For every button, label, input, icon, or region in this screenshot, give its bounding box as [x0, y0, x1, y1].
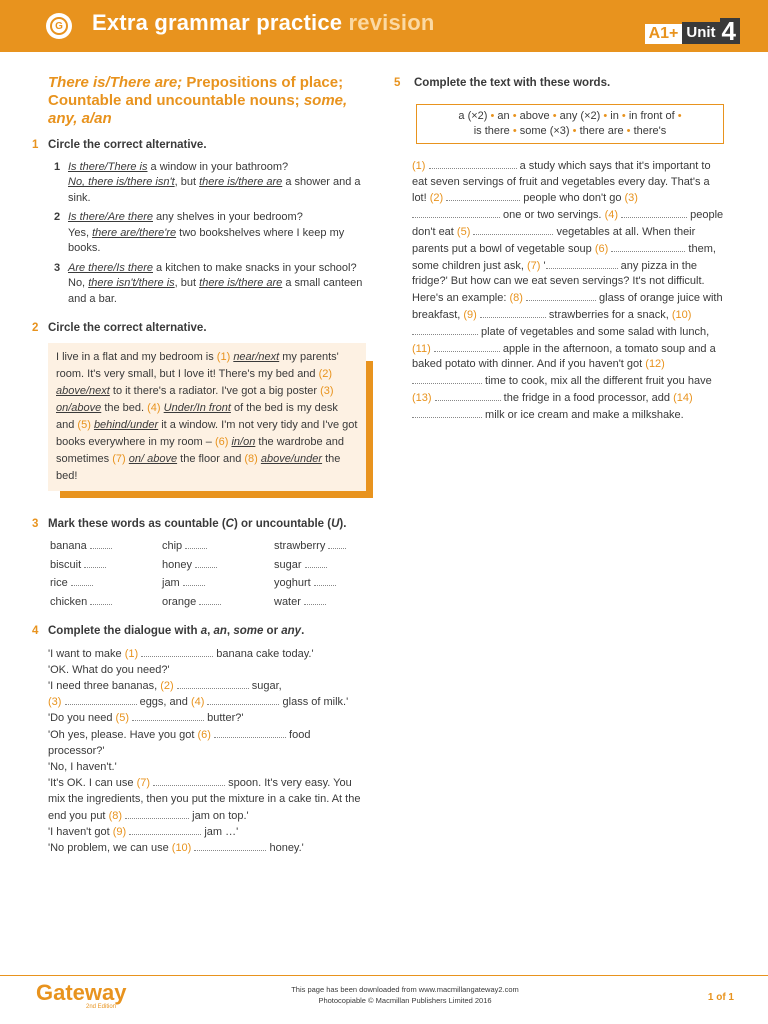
answer-blank[interactable] — [90, 538, 112, 549]
answer-blank[interactable] — [185, 538, 207, 549]
gateway-brand-logo: Gateway — [36, 980, 127, 1005]
answer-blank[interactable] — [199, 594, 221, 605]
answer-blank[interactable] — [177, 678, 249, 689]
dialogue-text: eggs, and — [136, 696, 191, 709]
download-note: This page has been downloaded from www.macmillangateway2.com — [291, 985, 519, 994]
passage-text: vegetables at all. When their parents put a bowl of vegetable soup — [412, 225, 696, 255]
word-box-item: some (×3) — [519, 124, 570, 137]
word-cell — [274, 538, 374, 555]
alternative-option[interactable]: Is there/There is — [68, 160, 148, 173]
passage-text: a study which says that it's important to eat seven servings of fruit and vegetables every day. That's a lot! — [412, 159, 711, 205]
exercise-1-heading — [32, 138, 368, 154]
passage-text: of the bed is my desk and — [56, 401, 338, 431]
word-cell — [162, 575, 274, 592]
gap-number: (3) — [624, 192, 638, 205]
exercise-title: U — [331, 517, 340, 530]
passage-text: people who don't go — [520, 192, 625, 205]
exercise-title: a — [200, 625, 208, 637]
gap-number: (10) — [671, 308, 692, 321]
exercise-title: C — [225, 517, 234, 530]
answer-blank[interactable] — [129, 824, 201, 835]
alternative-option[interactable]: Under/In front — [163, 401, 231, 414]
exercise-title: or — [263, 625, 282, 637]
gap-number: (7) — [526, 259, 541, 272]
bullet-icon: • — [490, 109, 495, 122]
dialogue-text: glass of milk.' — [279, 696, 349, 709]
copyright-note: Photocopiable © Macmillan Publishers Limited 2016 — [318, 996, 492, 1005]
alternative-option[interactable]: there is/there are — [199, 277, 283, 289]
ex2-text-box — [48, 343, 366, 491]
unit-label: Unit — [682, 22, 719, 44]
dialogue-line — [48, 694, 368, 710]
answer-blank[interactable] — [65, 694, 137, 705]
passage-text: the floor and — [177, 452, 245, 465]
dialogue — [48, 646, 368, 857]
dialogue-line — [48, 727, 368, 759]
dialogue-line — [48, 678, 368, 694]
exercise-title: Complete the text with these words. — [414, 77, 611, 89]
exercise-title: Circle the correct alternative. — [48, 139, 207, 151]
alternative-option[interactable]: near/next — [233, 350, 280, 363]
bullet-icon: • — [512, 109, 517, 122]
dialogue-text: food processor?' — [48, 728, 311, 757]
word-box-item: in front of — [628, 109, 675, 122]
alternative-option[interactable]: on/above — [56, 401, 102, 414]
alternative-option[interactable]: in/on — [231, 435, 256, 448]
answer-blank[interactable] — [328, 538, 346, 549]
answer-blank[interactable] — [435, 390, 501, 401]
edition-label: 2nd Edition — [86, 1004, 117, 1010]
gap-number: (13) — [412, 391, 432, 404]
dialogue-line — [48, 840, 368, 856]
exercise-title: , — [207, 625, 214, 637]
item-number: 3 — [54, 261, 61, 274]
exercise-3-heading — [32, 517, 368, 533]
gap-number: (9) — [112, 825, 127, 838]
page-number: 1 of 1 — [707, 992, 734, 1003]
item-text: a window in your bathroom? — [147, 160, 289, 173]
gap-number: (5) — [77, 418, 91, 431]
gap-number: (10) — [171, 841, 192, 854]
bullet-icon: • — [572, 124, 577, 137]
answer-blank[interactable] — [412, 207, 500, 218]
footer-credits — [240, 984, 570, 1006]
box-shadow-right — [366, 361, 373, 498]
answer-blank[interactable] — [621, 207, 687, 218]
item-text: Yes, — [68, 226, 93, 239]
answer-blank[interactable] — [141, 646, 213, 657]
passage-text: any pizza in the fridge?' But how can we eat seven servings? It's not difficult. Here's an example: — [412, 259, 705, 305]
answer-blank[interactable] — [305, 557, 327, 568]
dialogue-line — [48, 710, 368, 726]
passage-text: the bed! — [56, 452, 341, 482]
dialogue-text: sugar, — [248, 679, 282, 692]
passage-text: time to cook, mix all the different fruit you have — [482, 375, 712, 388]
answer-blank[interactable] — [195, 557, 217, 568]
section-title-part3: some, any, a/an — [48, 92, 348, 127]
word-cell — [162, 594, 274, 611]
word-box-item: any (×2) — [559, 109, 601, 122]
item-text: a shower and a sink. — [68, 176, 361, 204]
exercise-number: 2 — [32, 322, 39, 334]
alternative-option[interactable]: there is/there are — [199, 176, 283, 188]
exercise-title: Mark these words as countable ( — [48, 517, 226, 530]
answer-blank[interactable] — [183, 575, 205, 586]
gap-number: (2) — [429, 192, 444, 205]
item-number: 1 — [54, 160, 61, 173]
word-cell — [50, 538, 162, 555]
gap-number: (1) — [216, 350, 231, 363]
word-cell — [50, 575, 162, 592]
bullet-icon: • — [603, 109, 608, 122]
word-box-item: in — [610, 109, 619, 122]
answer-blank[interactable] — [446, 190, 520, 201]
passage-text: them, some children just ask, — [412, 242, 716, 272]
exercise-4-heading — [32, 624, 368, 640]
answer-blank[interactable] — [412, 407, 482, 418]
gap-number: (2) — [318, 367, 333, 380]
answer-blank[interactable] — [434, 341, 500, 352]
alternative-option[interactable]: above/under — [260, 452, 323, 465]
dialogue-line — [48, 775, 368, 824]
exercise-title: Complete the dialogue with — [48, 625, 201, 637]
passage-text: strawberries for a snack, — [545, 308, 672, 321]
title-accent: revision — [348, 10, 435, 35]
answer-blank[interactable] — [304, 594, 326, 605]
gateway-logo-icon — [46, 13, 72, 39]
word-box-item: a (×2) — [458, 109, 488, 122]
word: banana — [50, 540, 87, 552]
dialogue-text: banana cake today.' — [213, 647, 314, 660]
header-banner — [0, 0, 768, 52]
ex1-item — [48, 160, 368, 207]
dialogue-text: 'It's OK. I can use — [48, 777, 137, 790]
dialogue-text: jam on top.' — [189, 809, 249, 822]
gap-number: (4) — [190, 696, 205, 709]
dialogue-text: 'OK. What do you need?' — [48, 663, 170, 676]
alternative-option[interactable]: above/next — [56, 384, 110, 397]
unit-number: 4 — [720, 18, 740, 44]
passage-text: my parents' room. It's very small, but I love it! There's my bed and — [56, 350, 339, 380]
exercise-title: ). — [339, 517, 347, 530]
word-box — [416, 104, 724, 144]
exercise-title: an — [213, 625, 227, 637]
gap-number: (7) — [136, 777, 151, 790]
gap-number: (8) — [108, 809, 123, 822]
right-column — [394, 76, 724, 424]
ex5-passage — [412, 158, 724, 424]
dialogue-text: 'Oh yes, please. Have you got — [48, 728, 198, 741]
section-title-part2: Prepositions of place; Countable and uncountable nouns; — [48, 74, 344, 109]
answer-blank[interactable] — [314, 575, 336, 586]
answer-blank[interactable] — [412, 324, 478, 335]
alternative-option[interactable]: Are there/Is there — [68, 261, 153, 274]
word: sugar — [274, 558, 302, 571]
ex1-item — [48, 210, 368, 257]
passage-text: ' — [543, 259, 546, 272]
gap-number: (6) — [197, 728, 211, 741]
passage-text: I live in a flat and my bedroom is — [56, 350, 217, 363]
gap-number: (6) — [214, 435, 229, 448]
gap-number: (3) — [48, 696, 62, 709]
word-cell — [162, 557, 274, 574]
word: strawberry — [274, 540, 326, 552]
alternative-option[interactable]: Is there/Are there — [68, 211, 153, 223]
passage-text: the wardrobe and sometimes — [56, 435, 344, 465]
word-cell — [274, 594, 374, 611]
exercise-number: 1 — [32, 139, 39, 151]
answer-blank[interactable] — [84, 557, 106, 568]
gap-number: (1) — [412, 159, 426, 172]
exercise-number: 3 — [32, 517, 39, 530]
word-box-item: is there — [473, 124, 510, 137]
dialogue-text: 'No, I haven't.' — [48, 760, 117, 773]
gap-number: (1) — [124, 647, 139, 660]
dialogue-line — [48, 646, 368, 662]
alternative-option[interactable]: there are/there're — [92, 226, 177, 239]
exercise-title: , — [226, 625, 234, 637]
word-box-item: an — [497, 109, 510, 122]
section-title-part1: There is/There are; — [48, 74, 183, 91]
word-cell — [162, 538, 274, 555]
item-text: , but — [174, 176, 200, 188]
gap-number: (4) — [604, 209, 619, 222]
answer-blank[interactable] — [480, 307, 546, 318]
footer-divider — [0, 975, 768, 976]
dialogue-text: spoon. It's very easy. You mix the ingredients, then you put the mixture in a cake tin. At the end you put — [48, 777, 361, 822]
passage-text: glass of orange juice with breakfast, — [412, 292, 723, 321]
logo-letter: G — [50, 17, 68, 35]
gap-number: (6) — [594, 242, 609, 255]
word: jam — [162, 577, 180, 589]
answer-blank[interactable] — [132, 710, 204, 721]
countable-word-grid — [50, 538, 368, 610]
answer-blank[interactable] — [153, 775, 225, 786]
section-title — [48, 74, 368, 128]
gap-number: (12) — [645, 358, 665, 371]
passage-text: it a window. I'm not very tidy and I've got books everywhere in my room – — [56, 418, 358, 448]
answer-blank[interactable] — [526, 290, 596, 301]
answer-blank[interactable] — [207, 694, 279, 705]
exercise-2-heading — [32, 321, 368, 337]
word-box-item: there's — [633, 124, 667, 137]
word: rice — [50, 577, 68, 589]
dialogue-text: 'Do you need — [48, 712, 116, 725]
word-box-item: above — [519, 109, 550, 122]
word: yoghurt — [274, 577, 311, 589]
box-shadow-bottom — [60, 491, 373, 498]
passage-text: to it there's a radiator. I've got a big poster — [109, 384, 321, 397]
answer-blank[interactable] — [71, 575, 93, 586]
answer-blank[interactable] — [125, 808, 189, 819]
dialogue-text: butter?' — [204, 712, 244, 725]
passage-text: plate of vegetables and some salad with lunch, — [478, 325, 710, 338]
unit-badge — [645, 18, 740, 44]
gap-number: (5) — [456, 225, 471, 238]
passage-text: one or two servings. — [500, 209, 605, 222]
gap-number: (4) — [147, 401, 161, 414]
word: water — [274, 595, 301, 608]
passage-text: people don't eat — [412, 209, 724, 238]
dialogue-line — [48, 824, 368, 840]
word: chip — [162, 540, 183, 552]
answer-blank[interactable] — [429, 158, 517, 169]
bullet-icon: • — [621, 109, 626, 122]
dialogue-text: honey.' — [266, 841, 304, 854]
gap-number: (5) — [115, 712, 129, 725]
word: orange — [162, 595, 197, 608]
exercise-title: . — [301, 625, 305, 637]
item-text: any shelves in your bedroom? — [153, 211, 303, 223]
gap-number: (3) — [320, 384, 334, 397]
dialogue-text: 'I want to make — [48, 647, 125, 660]
exercise-title: Circle the correct alternative. — [48, 322, 207, 334]
dialogue-text: 'No problem, we can use — [48, 841, 172, 854]
item-number: 2 — [54, 211, 61, 223]
exercise-number: 4 — [32, 625, 39, 637]
gap-number: (11) — [412, 342, 431, 355]
answer-blank[interactable] — [546, 258, 618, 269]
exercise-title: any — [281, 625, 302, 637]
alternative-option[interactable]: on/ above — [128, 452, 178, 465]
exercise-title: ) or uncountable ( — [233, 517, 332, 530]
word-cell — [274, 557, 374, 574]
item-text: a kitchen to make snacks in your school? — [153, 261, 357, 274]
word-cell — [50, 594, 162, 611]
passage-text: apple in the afternoon, a tomato soup and a baked potato with dinner. And if you haven't got — [412, 342, 716, 371]
answer-blank[interactable] — [611, 241, 685, 252]
passage-text: milk or ice cream and make a milkshake. — [482, 408, 684, 421]
page-title — [92, 10, 435, 36]
level-label: A1+ — [645, 24, 683, 44]
passage-text: the fridge in a food processor, add — [500, 391, 674, 404]
bullet-icon: • — [677, 109, 682, 122]
bullet-icon: • — [552, 109, 557, 122]
word-cell — [50, 557, 162, 574]
answer-blank[interactable] — [473, 224, 553, 235]
exercise-title: some — [233, 625, 264, 637]
gap-number: (2) — [160, 679, 174, 692]
gap-number: (9) — [463, 308, 477, 321]
word: chicken — [50, 595, 88, 608]
gap-number: (7) — [112, 452, 126, 465]
answer-blank[interactable] — [90, 594, 112, 605]
ex1-item — [48, 261, 368, 308]
exercise-5-heading — [394, 76, 724, 92]
alternative-option[interactable]: there isn't/there is — [88, 277, 175, 289]
item-text: No, — [68, 277, 89, 289]
exercise-number: 5 — [394, 77, 401, 89]
gap-number: (8) — [509, 292, 523, 305]
dialogue-line — [48, 662, 368, 678]
left-column — [32, 74, 368, 856]
bullet-icon: • — [626, 124, 631, 137]
gap-number: (8) — [244, 452, 258, 465]
answer-blank[interactable] — [194, 840, 266, 851]
title-main: Extra grammar practice — [92, 10, 343, 35]
dialogue-line — [48, 759, 368, 775]
item-text: , but — [174, 277, 200, 289]
dialogue-text: 'I need three bananas, — [48, 679, 161, 692]
bullet-icon: • — [512, 124, 517, 137]
word-cell — [274, 575, 374, 592]
passage-text: the bed. — [101, 401, 148, 414]
answer-blank[interactable] — [412, 373, 482, 384]
word-box-item: there are — [579, 124, 624, 137]
alternative-option[interactable]: No, there is/there isn't — [68, 176, 175, 188]
dialogue-text: 'I haven't got — [48, 825, 113, 838]
item-text: two bookshelves where I keep my books. — [68, 226, 345, 254]
alternative-option[interactable]: behind/under — [93, 418, 159, 431]
answer-blank[interactable] — [214, 727, 286, 738]
item-text: a small canteen and a bar. — [68, 277, 363, 305]
word: honey — [162, 558, 192, 571]
gap-number: (14) — [673, 391, 693, 404]
dialogue-text: jam …' — [201, 825, 239, 838]
word: biscuit — [50, 558, 82, 571]
